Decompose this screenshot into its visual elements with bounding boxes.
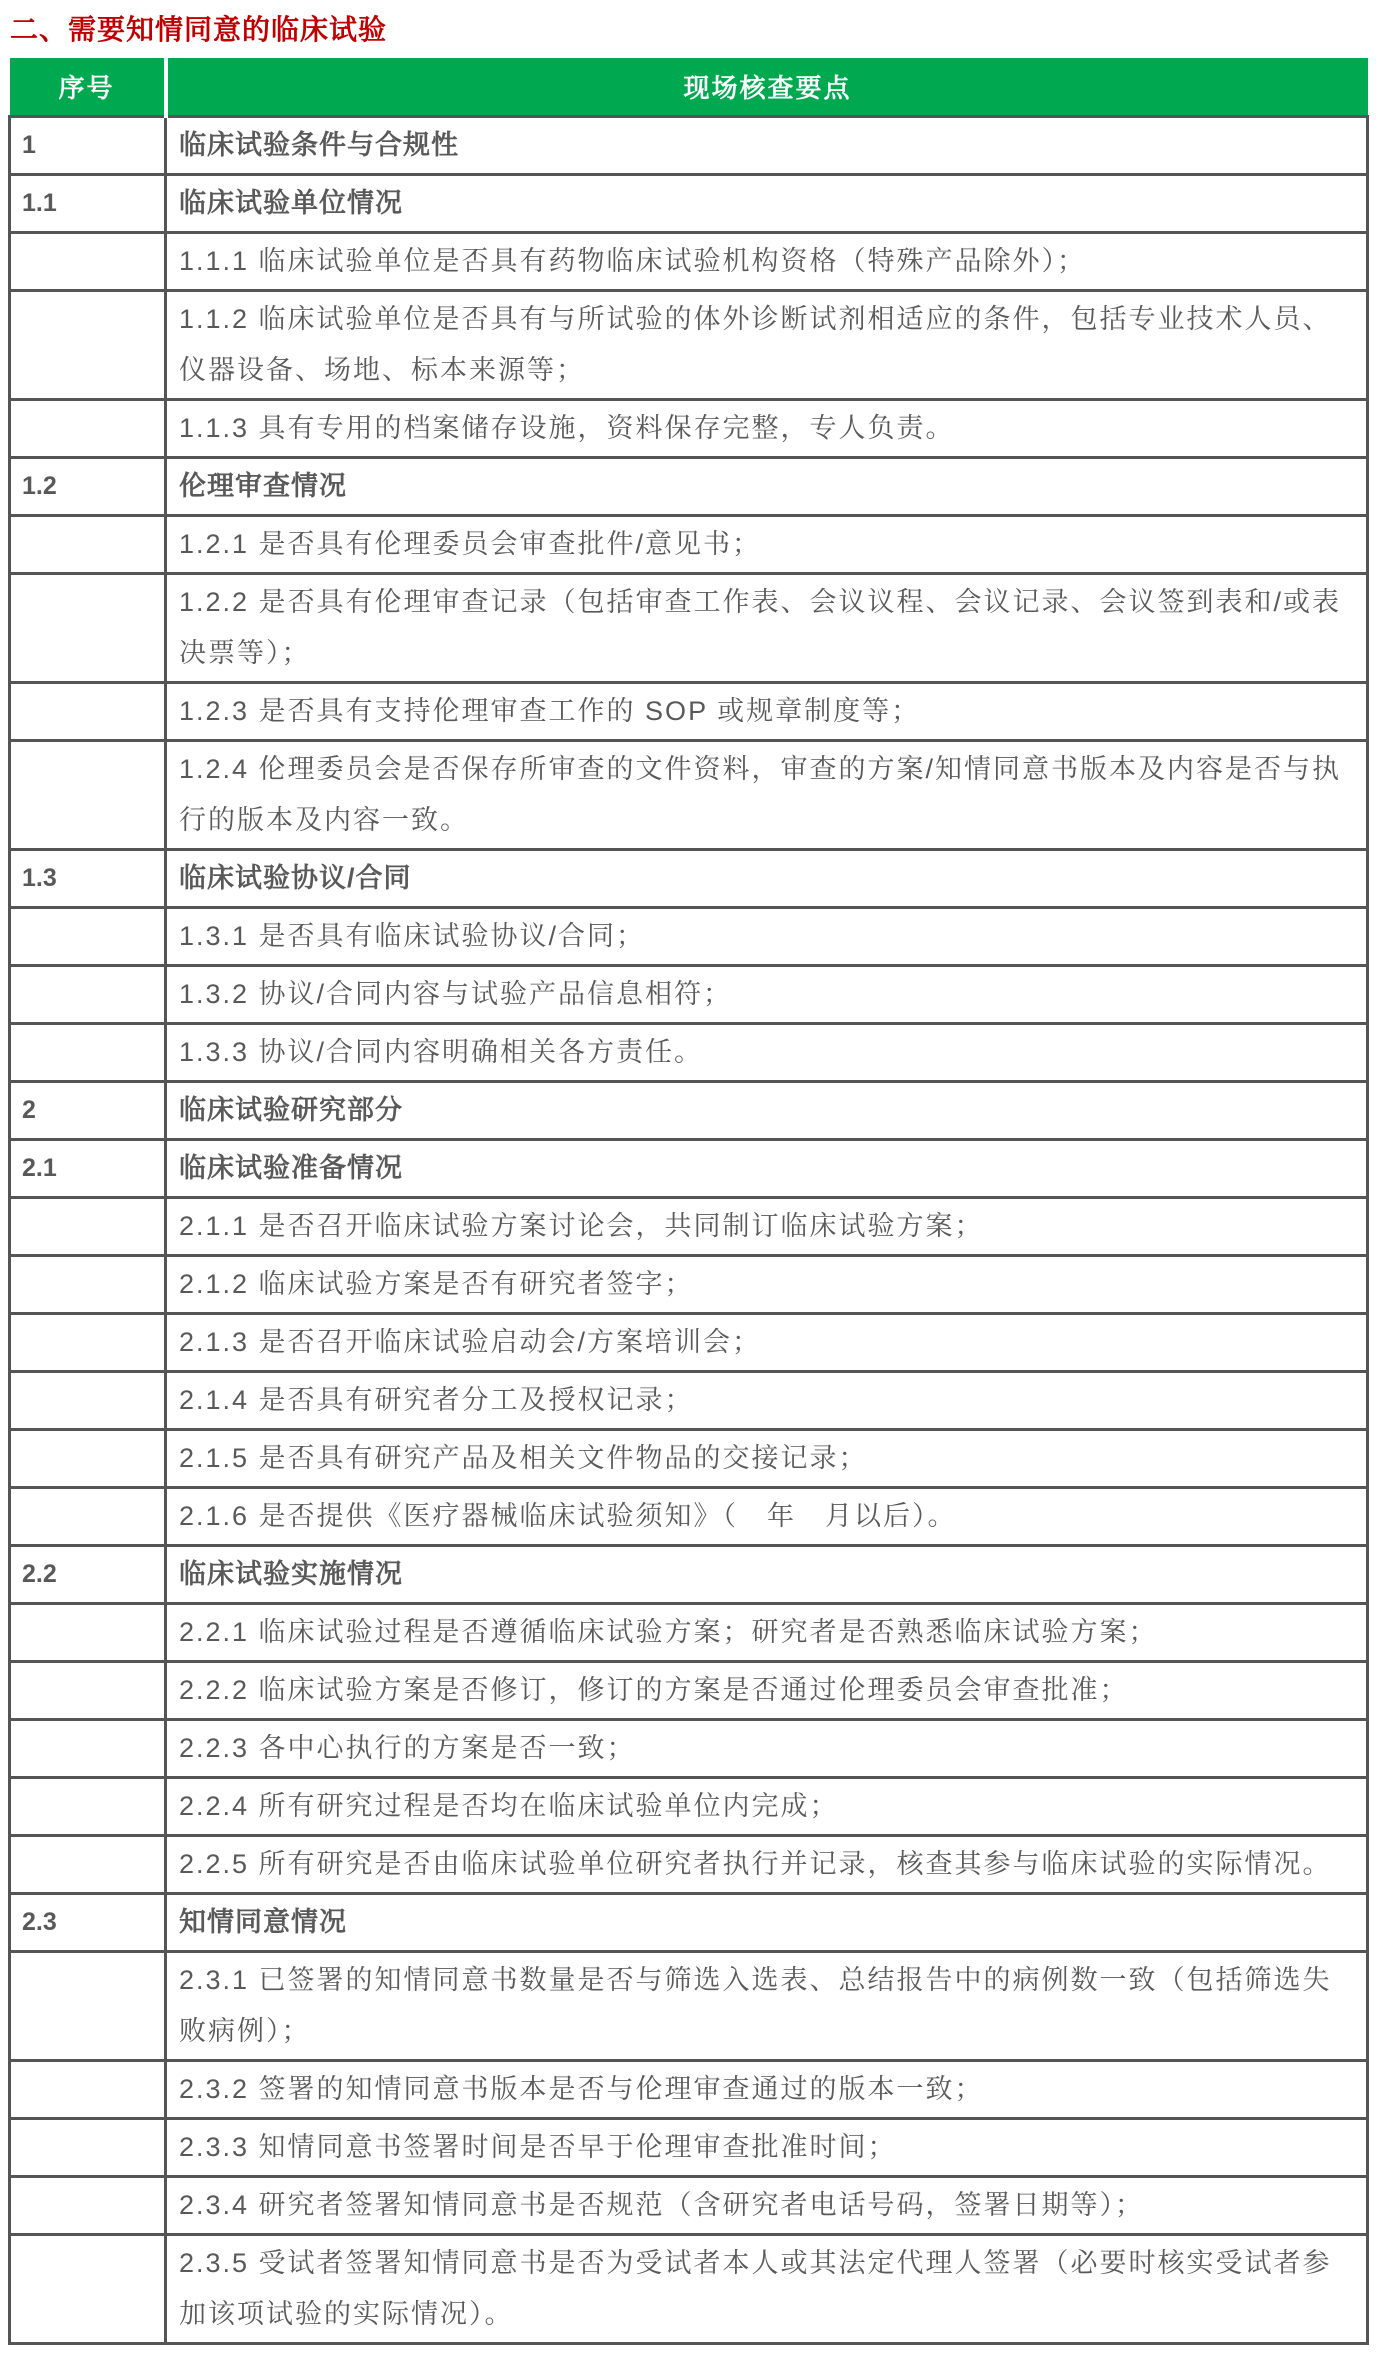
row-number-cell: 2.2 xyxy=(10,1545,166,1603)
row-number-cell xyxy=(10,907,166,965)
row-checkpoint-cell: 2.1.2 临床试验方案是否有研究者签字； xyxy=(166,1255,1368,1313)
table-row xyxy=(10,116,1368,174)
table-row xyxy=(10,1023,1368,1081)
row-number-cell xyxy=(10,1023,166,1081)
row-number-cell xyxy=(10,1429,166,1487)
table-row xyxy=(10,1893,1368,1951)
row-number-cell: 1.2 xyxy=(10,457,166,515)
row-checkpoint-cell: 2.3.3 知情同意书签署时间是否早于伦理审查批准时间； xyxy=(166,2118,1368,2176)
row-checkpoint-cell: 2.2.3 各中心执行的方案是否一致； xyxy=(166,1719,1368,1777)
row-checkpoint-cell: 1.2.3 是否具有支持伦理审查工作的 SOP 或规章制度等； xyxy=(166,682,1368,740)
row-number-cell xyxy=(10,573,166,682)
table-row xyxy=(10,2234,1368,2343)
row-number-cell xyxy=(10,1951,166,2060)
row-number-cell xyxy=(10,1487,166,1545)
row-checkpoint-cell: 2.3.4 研究者签署知情同意书是否规范（含研究者电话号码，签署日期等）； xyxy=(166,2176,1368,2234)
section-title: 二、需要知情同意的临床试验 xyxy=(10,14,388,45)
table-row xyxy=(10,232,1368,290)
table-row xyxy=(10,965,1368,1023)
table-row xyxy=(10,174,1368,232)
row-checkpoint-cell: 2.3.5 受试者签署知情同意书是否为受试者本人或其法定代理人签署（必要时核实受试者参加该项试验的实际情况）。 xyxy=(166,2234,1368,2343)
table-row xyxy=(10,1777,1368,1835)
row-checkpoint-cell: 2.3.1 已签署的知情同意书数量是否与筛选入选表、总结报告中的病例数一致（包括筛选失败病例）； xyxy=(166,1951,1368,2060)
row-number-cell xyxy=(10,2176,166,2234)
table-row xyxy=(10,1371,1368,1429)
row-number-cell: 2.3 xyxy=(10,1893,166,1951)
table-row xyxy=(10,907,1368,965)
row-checkpoint-cell: 2.3.2 签署的知情同意书版本是否与伦理审查通过的版本一致； xyxy=(166,2060,1368,2118)
row-number-cell xyxy=(10,965,166,1023)
row-checkpoint-cell: 2.1.5 是否具有研究产品及相关文件物品的交接记录； xyxy=(166,1429,1368,1487)
row-checkpoint-cell: 伦理审查情况 xyxy=(166,457,1368,515)
row-checkpoint-cell: 1.3.3 协议/合同内容明确相关各方责任。 xyxy=(166,1023,1368,1081)
table-row xyxy=(10,2176,1368,2234)
table-row xyxy=(10,1487,1368,1545)
row-number-cell: 2 xyxy=(10,1081,166,1139)
row-checkpoint-cell: 2.1.4 是否具有研究者分工及授权记录； xyxy=(166,1371,1368,1429)
table-row xyxy=(10,1139,1368,1197)
table-row xyxy=(10,1545,1368,1603)
row-number-cell xyxy=(10,2060,166,2118)
row-checkpoint-cell: 临床试验准备情况 xyxy=(166,1139,1368,1197)
row-number-cell xyxy=(10,2118,166,2176)
row-checkpoint-cell: 临床试验单位情况 xyxy=(166,174,1368,232)
table-row xyxy=(10,1081,1368,1139)
row-number-cell xyxy=(10,1255,166,1313)
table-body xyxy=(10,116,1368,2343)
row-number-cell xyxy=(10,399,166,457)
row-number-cell: 1.3 xyxy=(10,849,166,907)
row-checkpoint-cell: 2.2.2 临床试验方案是否修订，修订的方案是否通过伦理委员会审查批准； xyxy=(166,1661,1368,1719)
row-checkpoint-cell: 临床试验研究部分 xyxy=(166,1081,1368,1139)
row-number-cell xyxy=(10,1371,166,1429)
table-row xyxy=(10,1951,1368,2060)
row-number-cell xyxy=(10,682,166,740)
row-number-cell xyxy=(10,1197,166,1255)
row-number-cell: 1 xyxy=(10,116,166,174)
table-row xyxy=(10,849,1368,907)
row-checkpoint-cell: 临床试验实施情况 xyxy=(166,1545,1368,1603)
table-row xyxy=(10,457,1368,515)
table-row xyxy=(10,1603,1368,1661)
table-row xyxy=(10,2118,1368,2176)
table-row xyxy=(10,573,1368,682)
table-row xyxy=(10,682,1368,740)
table-row xyxy=(10,1429,1368,1487)
row-number-cell xyxy=(10,740,166,849)
row-number-cell xyxy=(10,1661,166,1719)
row-number-cell xyxy=(10,1603,166,1661)
row-checkpoint-cell: 2.1.1 是否召开临床试验方案讨论会，共同制订临床试验方案； xyxy=(166,1197,1368,1255)
row-number-cell: 2.1 xyxy=(10,1139,166,1197)
row-number-cell: 1.1 xyxy=(10,174,166,232)
row-checkpoint-cell: 1.1.3 具有专用的档案储存设施，资料保存完整，专人负责。 xyxy=(166,399,1368,457)
row-checkpoint-cell: 2.2.5 所有研究是否由临床试验单位研究者执行并记录，核查其参与临床试验的实际情况。 xyxy=(166,1835,1368,1893)
table-row xyxy=(10,1835,1368,1893)
row-number-cell xyxy=(10,1835,166,1893)
table-row xyxy=(10,1719,1368,1777)
row-number-cell xyxy=(10,1313,166,1371)
table-row xyxy=(10,1255,1368,1313)
row-checkpoint-cell: 2.2.4 所有研究过程是否均在临床试验单位内完成； xyxy=(166,1777,1368,1835)
row-checkpoint-cell: 2.1.3 是否召开临床试验启动会/方案培训会； xyxy=(166,1313,1368,1371)
row-checkpoint-cell: 1.2.1 是否具有伦理委员会审查批件/意见书； xyxy=(166,515,1368,573)
header-cell-number: 序号 xyxy=(10,58,166,116)
table-row xyxy=(10,1313,1368,1371)
table-row xyxy=(10,1197,1368,1255)
table-row xyxy=(10,290,1368,399)
row-number-cell xyxy=(10,290,166,399)
header-cell-checkpoints: 现场核查要点 xyxy=(166,58,1368,116)
row-checkpoint-cell: 临床试验条件与合规性 xyxy=(166,116,1368,174)
row-checkpoint-cell: 1.1.2 临床试验单位是否具有与所试验的体外诊断试剂相适应的条件，包括专业技术人员、仪器设备、场地、标本来源等； xyxy=(166,290,1368,399)
row-checkpoint-cell: 知情同意情况 xyxy=(166,1893,1368,1951)
row-checkpoint-cell: 1.2.4 伦理委员会是否保存所审查的文件资料，审查的方案/知情同意书版本及内容是否与执行的版本及内容一致。 xyxy=(166,740,1368,849)
table-row xyxy=(10,1661,1368,1719)
row-number-cell xyxy=(10,1719,166,1777)
row-checkpoint-cell: 临床试验协议/合同 xyxy=(166,849,1368,907)
row-number-cell xyxy=(10,232,166,290)
row-number-cell xyxy=(10,1777,166,1835)
inspection-checklist-table xyxy=(8,58,1369,2345)
row-checkpoint-cell: 1.2.2 是否具有伦理审查记录（包括审查工作表、会议议程、会议记录、会议签到表和/或表决票等）； xyxy=(166,573,1368,682)
table-header-row xyxy=(10,58,1368,116)
table-row xyxy=(10,2060,1368,2118)
row-checkpoint-cell: 1.1.1 临床试验单位是否具有药物临床试验机构资格（特殊产品除外）； xyxy=(166,232,1368,290)
table-row xyxy=(10,399,1368,457)
row-checkpoint-cell: 1.3.2 协议/合同内容与试验产品信息相符； xyxy=(166,965,1368,1023)
table-row xyxy=(10,740,1368,849)
row-checkpoint-cell: 2.1.6 是否提供《医疗器械临床试验须知》（ 年 月以后）。 xyxy=(166,1487,1368,1545)
table-row xyxy=(10,515,1368,573)
row-checkpoint-cell: 2.2.1 临床试验过程是否遵循临床试验方案；研究者是否熟悉临床试验方案； xyxy=(166,1603,1368,1661)
row-number-cell xyxy=(10,2234,166,2343)
row-number-cell xyxy=(10,515,166,573)
row-checkpoint-cell: 1.3.1 是否具有临床试验协议/合同； xyxy=(166,907,1368,965)
